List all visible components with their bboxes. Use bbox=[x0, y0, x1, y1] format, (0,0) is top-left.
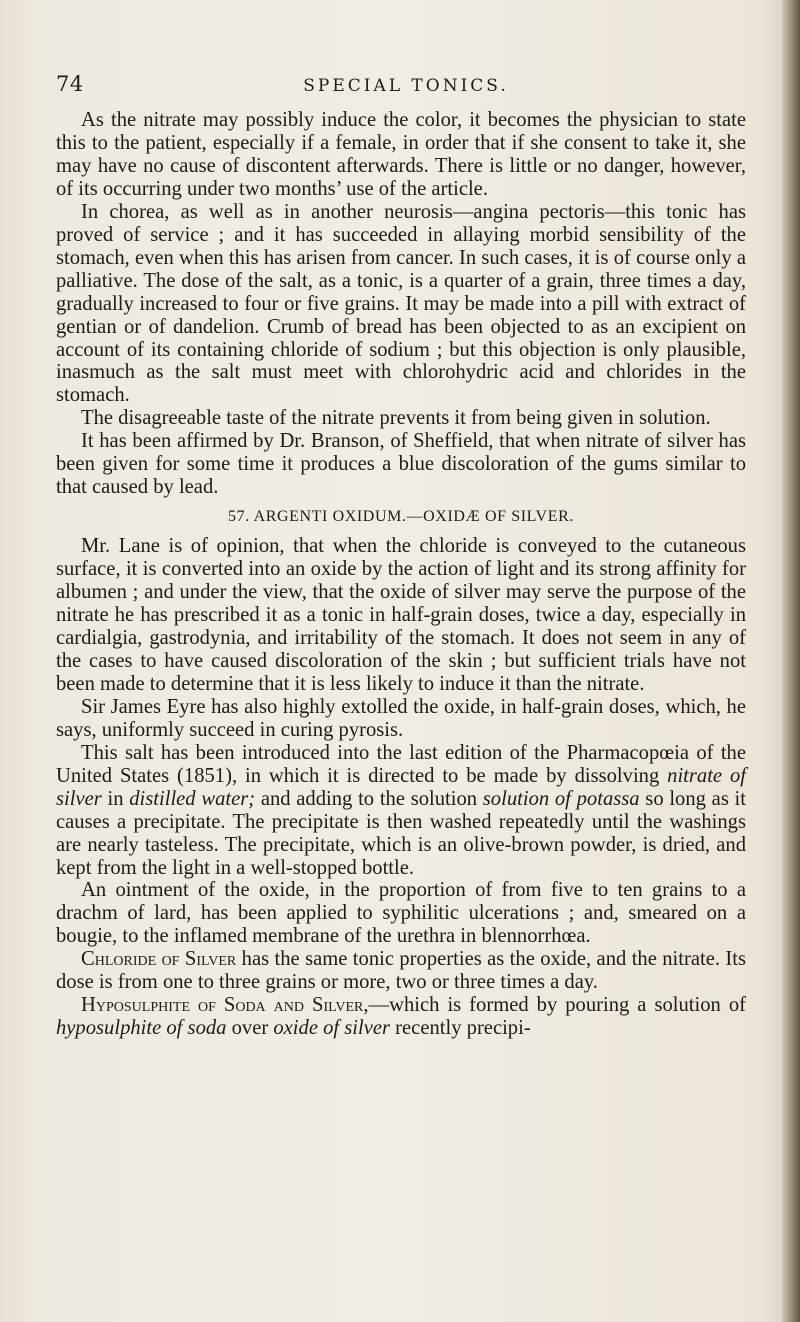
paragraph-hyposulphite bbox=[56, 994, 746, 1040]
running-head: SPECIAL TONICS. bbox=[303, 76, 509, 96]
text-run: —which is formed by pouring a solution of bbox=[368, 994, 746, 1017]
text-run: in bbox=[101, 787, 130, 810]
paragraph-pharmacopoeia bbox=[56, 742, 746, 880]
paragraph-branson: It has been affirmed by Dr. Branson, of Sheffield, that when nitrate of silver has been given for some time it produces a blue discoloration of the gums similar to that caused by lead. bbox=[56, 430, 746, 499]
text-run: over bbox=[226, 1017, 274, 1040]
paragraph-lane: Mr. Lane is of opinion, that when the chloride is conveyed to the cutaneous surface, it is converted into an oxide by the action of light and its strong affinity for albumen ; and under the view, that the oxide of silver may serve the purpose of the nitrate he has prescribed it as a tonic in half-grain doses, twice a day, especially in cardialgia, gastrodynia, and irritability of the stomach. It does not seem in any of the cases to have caused discoloration of the skin ; but sufficient trials have not been made to determine that it is less likely to induce it than the nitrate. bbox=[56, 535, 746, 695]
text-run: and adding to the solution bbox=[255, 787, 483, 810]
text-run: This salt has been introduced into the last edition of the Pharmacopœia of the United States (1851), in which it is directed to be made by dissolving bbox=[56, 741, 746, 787]
paragraph-eyre: Sir James Eyre has also highly extolled the oxide, in half-grain doses, which, he says, uniformly succeed in curing pyrosis. bbox=[56, 695, 746, 741]
paragraph-ointment: An ointment of the oxide, in the proportion of from five to ten grains to a drachm of lard, has been applied to syphilitic ulcerations ; and, smeared on a bougie, to the inflamed membrane of the urethra in blennorrhœa. bbox=[56, 879, 746, 948]
section-heading: 57. ARGENTI OXIDUM.—OXIDÆ OF SILVER. bbox=[228, 508, 574, 526]
paragraph-chloride bbox=[56, 948, 746, 994]
text-run: recently precipi- bbox=[390, 1017, 531, 1040]
small-caps-run: Chloride of Silver bbox=[81, 948, 237, 971]
italic-run: nitrate of silver bbox=[56, 764, 746, 810]
italic-run: solution of potassa bbox=[482, 787, 640, 810]
text-run: so long as it causes a precipitate. The precipitate is then washed repeatedly until the washings are nearly tasteless. The precipitate, which is an olive-brown powder, is dried, and kept from the light in a well-stopped bottle. bbox=[56, 787, 747, 879]
text-run: has the same tonic properties as the oxide, and the nitrate. Its dose is from one to three grains or more, two or three times a day. bbox=[56, 948, 746, 994]
italic-run: distilled water; bbox=[129, 787, 256, 810]
paragraph-taste: The disagreeable taste of the nitrate prevents it from being given in solution. bbox=[81, 407, 711, 430]
page-number: 74 bbox=[56, 72, 84, 96]
paragraph-nitrate-color: As the nitrate may possibly induce the color, it becomes the physician to state this to the patient, especially if a female, in order that if she consent to take it, she may have no cause of discontent afterwards. There is little or no danger, however, of its occurring under two months’ use of the article. bbox=[56, 109, 746, 200]
italic-run: oxide of silver bbox=[273, 1017, 391, 1040]
small-caps-run: Hyposulphite of Soda and Silver, bbox=[81, 994, 369, 1017]
book-spine-edge bbox=[782, 0, 800, 1322]
page-header bbox=[56, 72, 736, 102]
paragraph-chorea: In chorea, as well as in another neurosis—angina pectoris—this tonic has proved of service ; and it has succeeded in allaying morbid sensibility of the stomach, even when this has arisen from cancer. In such cases, it is of course only a palliative. The dose of the salt, as a tonic, is a quarter of a grain, three times a day, gradually increased to four or five grains. It may be made into a pill with extract of gentian or of dandelion. Crumb of bread has been objected to as an excipient on account of its containing chloride of sodium ; but this objection is only plausible, inasmuch as the salt must meet with chlorohydric acid and chlorides in the stomach. bbox=[56, 200, 746, 407]
italic-run: hyposulphite of soda bbox=[56, 1017, 227, 1040]
body-text bbox=[56, 109, 746, 1040]
